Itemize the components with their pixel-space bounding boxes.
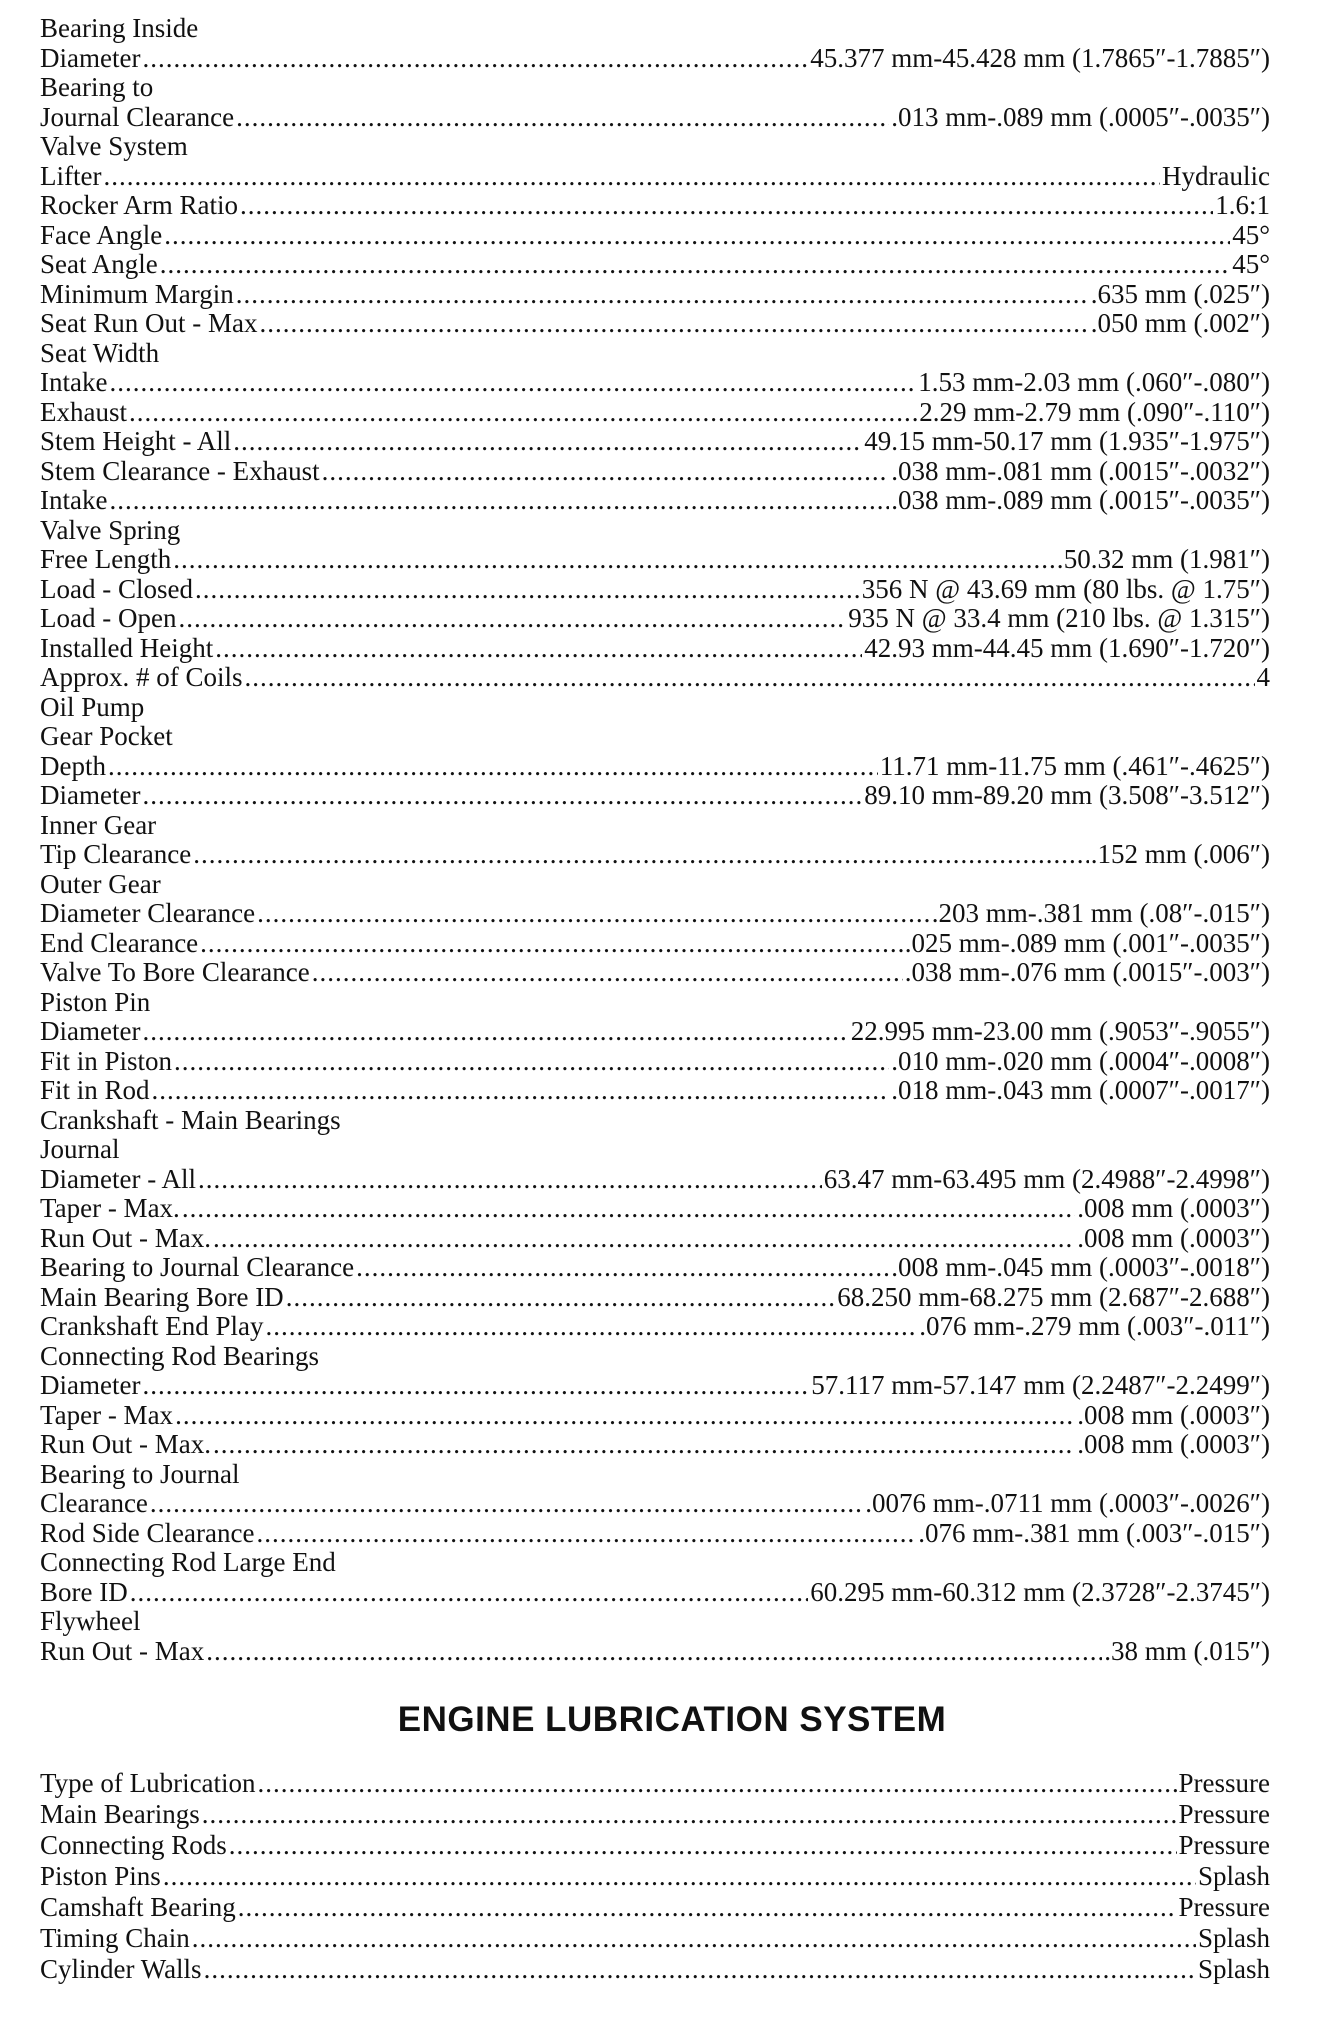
spec-label: Cylinder Walls xyxy=(40,1954,202,1984)
spec-value: .025 mm-.089 mm (.001″-.0035″) xyxy=(904,927,1270,958)
dot-leader xyxy=(200,929,903,959)
spec-row xyxy=(40,191,1270,221)
spec-row xyxy=(40,221,1270,251)
spec-label: Crankshaft - Main Bearings xyxy=(40,1104,341,1135)
spec-value: 45° xyxy=(1232,219,1270,250)
spec-label: Rocker Arm Ratio xyxy=(40,190,238,220)
spec-label: Bearing Inside xyxy=(40,13,199,43)
spec-subheading xyxy=(40,132,1270,162)
spec-row xyxy=(40,427,1270,457)
spec-row xyxy=(40,1637,1270,1667)
dot-leader xyxy=(322,457,890,487)
dot-leader xyxy=(103,162,1160,192)
spec-label: Exhaust xyxy=(40,396,127,427)
spec-label: Load - Open xyxy=(40,603,177,633)
spec-label: Intake xyxy=(40,367,108,397)
spec-row xyxy=(40,752,1270,782)
spec-row xyxy=(40,1430,1270,1460)
spec-label: Gear Pocket xyxy=(40,721,173,751)
spec-row xyxy=(40,457,1270,487)
spec-label: Journal Clearance xyxy=(40,101,235,132)
spec-row xyxy=(40,280,1270,310)
spec-subheading xyxy=(40,73,1270,103)
spec-value: Pressure xyxy=(1178,1830,1270,1860)
spec-label: Run Out - Max. xyxy=(40,1429,211,1459)
dot-leader xyxy=(198,1165,822,1195)
spec-label: Tip Clearance xyxy=(40,839,192,869)
spec-value: .203 mm-.381 mm (.08″-.015″) xyxy=(931,898,1270,928)
spec-subheading xyxy=(40,1548,1270,1578)
spec-value: .008 mm (.0003″) xyxy=(1077,1193,1270,1223)
spec-value: .050 mm (.002″) xyxy=(1090,308,1270,338)
spec-label: Piston Pin xyxy=(40,986,151,1017)
dot-leader xyxy=(109,486,889,516)
spec-row xyxy=(40,1312,1270,1342)
spec-value: Pressure xyxy=(1178,1768,1270,1798)
dot-leader xyxy=(152,1076,890,1106)
dot-leader xyxy=(233,427,862,457)
spec-row xyxy=(40,575,1270,605)
dot-leader xyxy=(204,1954,1196,1985)
section-heading: ENGINE LUBRICATION SYSTEM xyxy=(397,1700,947,1739)
spec-label: Valve To Bore Clearance xyxy=(40,957,310,987)
dot-leader xyxy=(259,309,1088,339)
dot-leader xyxy=(175,1401,1075,1431)
dot-leader xyxy=(229,1830,1177,1861)
spec-label: Connecting Rods xyxy=(40,1830,227,1860)
spec-row xyxy=(40,1224,1270,1254)
dot-leader xyxy=(258,1768,1177,1799)
spec-label: Run Out - Max xyxy=(40,1635,205,1666)
spec-label: Seat Run Out - Max xyxy=(40,308,258,338)
spec-label: Lifter xyxy=(40,160,102,191)
spec-value: 57.117 mm-57.147 mm (2.2487″-2.2499″) xyxy=(811,1370,1270,1400)
spec-label: Load - Closed xyxy=(40,573,193,604)
spec-label: Minimum Margin xyxy=(40,278,234,309)
spec-label: Diameter Clearance xyxy=(40,898,256,928)
dot-leader xyxy=(178,604,846,634)
spec-label: Taper - Max xyxy=(40,1399,174,1430)
dot-leader xyxy=(130,1578,809,1608)
spec-label: Outer Gear xyxy=(40,868,161,899)
spec-value: .008 mm (.0003″) xyxy=(1077,1429,1270,1459)
spec-row xyxy=(40,250,1270,280)
spec-row xyxy=(40,368,1270,398)
spec-label: Flywheel xyxy=(40,1606,141,1636)
spec-label: Diameter - All xyxy=(40,1163,196,1194)
dot-leader xyxy=(206,1637,1102,1667)
spec-row xyxy=(40,44,1270,74)
spec-label: Depth xyxy=(40,750,106,781)
spec-row xyxy=(40,1799,1270,1830)
dot-leader xyxy=(142,1371,809,1401)
spec-label: Run Out - Max. xyxy=(40,1222,211,1253)
spec-row xyxy=(40,1283,1270,1313)
spec-label: Valve System xyxy=(40,131,188,161)
spec-label: Stem Height - All xyxy=(40,426,232,456)
spec-label: Intake xyxy=(40,485,108,515)
dot-leader xyxy=(356,1253,889,1283)
spec-value: 1.53 mm-2.03 mm (.060″-.080″) xyxy=(918,367,1270,397)
spec-value: 11.71 mm-11.75 mm (.461″-.4625″) xyxy=(879,750,1270,781)
spec-subheading xyxy=(40,988,1270,1018)
spec-row xyxy=(40,103,1270,133)
spec-value: 22.995 mm-23.00 mm (.9053″-.9055″) xyxy=(850,1016,1270,1046)
spec-subheading xyxy=(40,693,1270,723)
spec-value: 45.377 mm-45.428 mm (1.7865″-1.7885″) xyxy=(810,42,1270,73)
dot-leader xyxy=(182,1194,1075,1224)
spec-label: Oil Pump xyxy=(40,691,145,722)
spec-row xyxy=(40,604,1270,634)
spec-subheading xyxy=(40,14,1270,44)
spec-row xyxy=(40,1861,1270,1892)
dot-leader xyxy=(257,899,930,929)
spec-row xyxy=(40,1519,1270,1549)
spec-row xyxy=(40,958,1270,988)
spec-subheading xyxy=(40,811,1270,841)
dot-leader xyxy=(238,1892,1177,1923)
spec-value: 50.32 mm (1.981″) xyxy=(1063,544,1270,574)
spec-label: Taper - Max. xyxy=(40,1193,180,1223)
spec-label: Type of Lubrication xyxy=(40,1768,256,1798)
dot-leader xyxy=(256,1519,916,1549)
spec-label: Bore ID xyxy=(40,1576,128,1607)
spec-subheading xyxy=(40,339,1270,369)
spec-value: 4 xyxy=(1256,662,1270,692)
spec-label: Clearance xyxy=(40,1488,148,1518)
spec-label: Bearing to Journal Clearance xyxy=(40,1252,355,1282)
engine-spec-list xyxy=(40,14,1270,1666)
spec-value: Hydraulic xyxy=(1162,160,1270,191)
spec-label: Connecting Rod Bearings xyxy=(40,1340,319,1371)
spec-row xyxy=(40,1954,1270,1985)
spec-label: Inner Gear xyxy=(40,809,157,840)
spec-label: Fit in Rod xyxy=(40,1075,150,1105)
spec-row xyxy=(40,1165,1270,1195)
spec-value: 356 N @ 43.69 mm (80 lbs. @ 1.75″) xyxy=(861,573,1270,604)
spec-label: Timing Chain xyxy=(40,1923,190,1953)
spec-value: 63.47 mm-63.495 mm (2.4988″-2.4998″) xyxy=(823,1163,1270,1194)
spec-row xyxy=(40,1047,1270,1077)
spec-value: Splash xyxy=(1197,1954,1270,1984)
spec-row xyxy=(40,309,1270,339)
spec-value: Splash xyxy=(1197,1923,1270,1953)
spec-subheading xyxy=(40,870,1270,900)
spec-row xyxy=(40,1253,1270,1283)
spec-subheading xyxy=(40,1460,1270,1490)
spec-label: Diameter xyxy=(40,780,141,810)
spec-row xyxy=(40,398,1270,428)
spec-value: .008 mm (.0003″) xyxy=(1077,1399,1270,1430)
spec-row xyxy=(40,162,1270,192)
dot-leader xyxy=(192,1923,1196,1954)
spec-subheading xyxy=(40,516,1270,546)
spec-value: .152 mm (.006″) xyxy=(1090,839,1270,869)
spec-row xyxy=(40,1194,1270,1224)
spec-row xyxy=(40,1401,1270,1431)
spec-value: .038 mm-.076 mm (.0015″-.003″) xyxy=(904,957,1270,987)
spec-value: .010 mm-.020 mm (.0004″-.0008″) xyxy=(891,1045,1270,1076)
spec-value: Splash xyxy=(1197,1861,1270,1891)
spec-value: .076 mm-.279 mm (.003″-.011″) xyxy=(919,1311,1270,1341)
spec-row xyxy=(40,1578,1270,1608)
spec-value: .076 mm-.381 mm (.003″-.015″) xyxy=(918,1517,1270,1548)
spec-value: 45° xyxy=(1232,249,1270,279)
spec-value: .018 mm-.043 mm (.0007″-.0017″) xyxy=(891,1075,1270,1105)
spec-value: Pressure xyxy=(1178,1799,1270,1829)
spec-label: Bearing to Journal xyxy=(40,1458,240,1489)
lubrication-spec-list xyxy=(40,1768,1270,1985)
dot-leader xyxy=(240,191,1213,221)
spec-value: .635 mm (.025″) xyxy=(1090,278,1270,309)
spec-value: 935 N @ 33.4 mm (210 lbs. @ 1.315″) xyxy=(848,603,1270,633)
spec-value: .008 mm (.0003″) xyxy=(1077,1222,1270,1253)
dot-leader xyxy=(265,1312,917,1342)
spec-label: Connecting Rod Large End xyxy=(40,1547,336,1577)
dot-leader xyxy=(142,781,862,811)
spec-row xyxy=(40,840,1270,870)
spec-row xyxy=(40,663,1270,693)
spec-label: Camshaft Bearing xyxy=(40,1892,236,1922)
spec-row xyxy=(40,1768,1270,1799)
spec-row xyxy=(40,1017,1270,1047)
spec-label: Diameter xyxy=(40,1370,141,1400)
spec-label: Valve Spring xyxy=(40,514,181,545)
dot-leader xyxy=(160,250,1230,280)
spec-row xyxy=(40,486,1270,516)
spec-label: Diameter xyxy=(40,1016,141,1046)
spec-row xyxy=(40,1489,1270,1519)
spec-subheading xyxy=(40,1607,1270,1637)
spec-subheading xyxy=(40,722,1270,752)
spec-row xyxy=(40,929,1270,959)
spec-subheading xyxy=(40,1135,1270,1165)
spec-label: Rod Side Clearance xyxy=(40,1517,255,1548)
spec-label: Journal xyxy=(40,1134,120,1164)
dot-leader xyxy=(312,958,903,988)
dot-leader xyxy=(202,1799,1177,1830)
spec-subheading xyxy=(40,1342,1270,1372)
spec-label: Face Angle xyxy=(40,219,163,250)
dot-leader xyxy=(163,1861,1196,1892)
spec-label: Main Bearings xyxy=(40,1799,200,1829)
spec-value: .0076 mm-.0711 mm (.0003″-.0026″) xyxy=(865,1488,1270,1518)
dot-leader xyxy=(174,1047,889,1077)
spec-row xyxy=(40,1830,1270,1861)
spec-label: Bearing to xyxy=(40,72,154,102)
dot-leader xyxy=(286,1283,836,1313)
spec-row xyxy=(40,1076,1270,1106)
dot-leader xyxy=(215,634,862,664)
spec-label: Approx. # of Coils xyxy=(40,662,243,692)
spec-value: .013 mm-.089 mm (.0005″-.0035″) xyxy=(891,101,1270,132)
spec-label: Diameter xyxy=(40,42,141,73)
dot-leader xyxy=(195,575,860,605)
dot-leader xyxy=(142,44,808,74)
dot-leader xyxy=(164,221,1230,251)
dot-leader xyxy=(129,398,917,428)
dot-leader xyxy=(108,752,878,782)
spec-label: Main Bearing Bore ID xyxy=(40,1281,284,1312)
spec-row xyxy=(40,634,1270,664)
dot-leader xyxy=(193,840,1089,870)
spec-label: Piston Pins xyxy=(40,1861,161,1891)
spec-value: 49.15 mm-50.17 mm (1.935″-1.975″) xyxy=(864,426,1270,456)
spec-value: 68.250 mm-68.275 mm (2.687″-2.688″) xyxy=(837,1281,1270,1312)
spec-value: 2.29 mm-2.79 mm (.090″-.110″) xyxy=(919,396,1270,427)
spec-value: Pressure xyxy=(1178,1892,1270,1922)
dot-leader xyxy=(150,1489,863,1519)
spec-value: 60.295 mm-60.312 mm (2.3728″-2.3745″) xyxy=(810,1576,1270,1607)
spec-row xyxy=(40,1371,1270,1401)
spec-value: .038 mm-.081 mm (.0015″-.0032″) xyxy=(891,455,1270,486)
spec-label: End Clearance xyxy=(40,927,199,958)
spec-label: Free Length xyxy=(40,544,172,574)
dot-leader xyxy=(142,1017,848,1047)
spec-value: 42.93 mm-44.45 mm (1.690″-1.720″) xyxy=(864,632,1270,663)
spec-value: 89.10 mm-89.20 mm (3.508″-3.512″) xyxy=(864,780,1270,810)
spec-value: .008 mm-.045 mm (.0003″-.0018″) xyxy=(891,1252,1270,1282)
spec-label: Fit in Piston xyxy=(40,1045,173,1076)
spec-label: Installed Height xyxy=(40,632,214,663)
spec-row xyxy=(40,899,1270,929)
dot-leader xyxy=(236,280,1089,310)
spec-label: Crankshaft End Play xyxy=(40,1311,264,1341)
spec-label: Seat Width xyxy=(40,337,160,368)
dot-leader xyxy=(213,1430,1075,1460)
spec-label: Stem Clearance - Exhaust xyxy=(40,455,320,486)
dot-leader xyxy=(245,663,1255,693)
dot-leader xyxy=(236,103,889,133)
dot-leader xyxy=(173,545,1062,575)
spec-row xyxy=(40,545,1270,575)
dot-leader xyxy=(109,368,916,398)
spec-value: .38 mm (.015″) xyxy=(1104,1635,1270,1666)
dot-leader xyxy=(213,1224,1075,1254)
spec-row xyxy=(40,1923,1270,1954)
spec-row xyxy=(40,781,1270,811)
spec-row xyxy=(40,1892,1270,1923)
spec-subheading xyxy=(40,1106,1270,1136)
spec-value: .038 mm-.089 mm (.0015″-.0035″) xyxy=(891,485,1270,515)
spec-label: Seat Angle xyxy=(40,249,158,279)
spec-value: 1.6:1 xyxy=(1215,190,1270,220)
